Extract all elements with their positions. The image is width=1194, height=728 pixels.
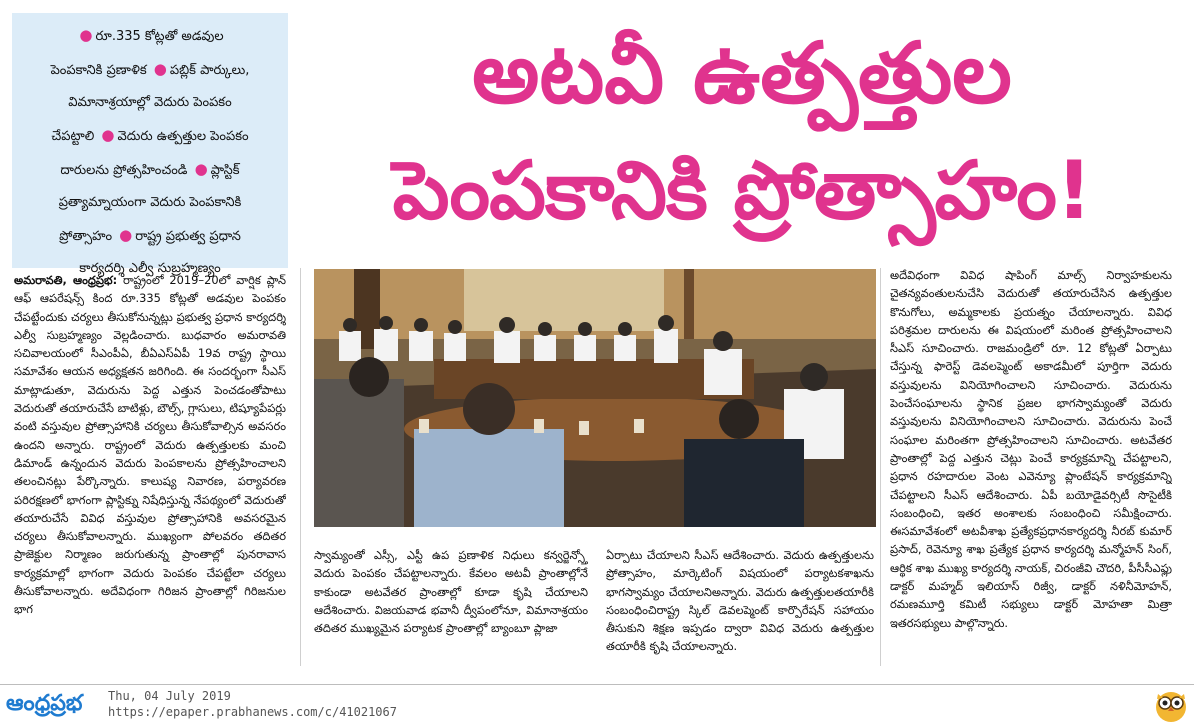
article-column-1 <box>14 271 286 667</box>
footer-meta <box>108 688 397 720</box>
owl-icon <box>1152 686 1190 724</box>
highlight-text: దారులను ప్రోత్సహించండి <box>60 163 188 178</box>
highlight-text: పెంపకానికి ప్రణాళిక <box>50 63 147 78</box>
article-text: రాష్ట్రంలో 2019–20లో వార్షిక ప్లాన్ ఆఫ్ ఆపరేషన్స్ కింద రూ.335 కోట్లతో అడవుల పెంపకం చేపట్టేందుకు చర్యలు తీసుకోనున్నట్లు ప్రభుత్వ ప్రధాన కార్యదర్శి ఎల్వీ సుబ్రహ్మణ్యం వెల్లడించారు. బుధవారం అమరావతి సచివాలయంలో సీఎంపీఏ, బీఏఎస్ఏపీ 19వ రాష్ట్ర స్థాయి సమావేశం ఆయన అధ్యక్షతన జరిగింది. ఈ సందర్భంగా సీఎస్ మాట్లాడుతూ, వెదురును పెద్ద ఎత్తున పెంచడంతోపాటు వెదురుతో తయారుచేసే బాటిళ్లు, బౌల్స్, గ్లాసులు, టిష్యూపేపర్లు వంటి వస్తువుల ప్రోత్సాహానికి చర్యలు తీసుకోవాల్సిన అవసరం ఉందని అన్నారు. రాష్ట్రంలో వెదురు ఉత్పత్తులకు మంచి డిమాండ్ ఉన్నందున వెదురు పెంపకాలను ప్రోత్సహించాలని తలంచినట్లు పేర్కొన్నారు. కాలుష్య నివారణ, పర్యావరణ పరిరక్షణలో భాగంగా ప్లాస్టిక్ను నిషేధిస్తున్న నేపథ్యంలో వెదురుతో తయారుచేసే వివిధ వస్తువుల ప్రోత్సాహానికి అవసరమైన చర్యలు తీసుకోవాలన్నారు. ముఖ్యంగా పోలవరం తదితర ప్రాజెక్టుల నిర్మాణం జరుగుతున్న ప్రాంతాల్లో పునరావాస కార్యక్రమాల్లో భాగంగా వెదురు పెంపకం చేపట్టేలా చర్యలు తీసుకోవాలన్నారు. అదేవిధంగా గిరిజన ప్రాంతాల్లో గిరిజనుల భాగ <box>14 273 286 617</box>
highlight-text: రూ.335 కోట్లతో అడవుల <box>95 29 224 44</box>
meeting-photo <box>314 269 876 527</box>
article-text: ఏర్పాటు చేయాలని సీఎస్ ఆదేశించారు. వెదురు ఉత్పత్తులను ప్రోత్సాహం, మార్కెటింగ్ విషయంలో పర్యాటకశాఖను భాగస్వామ్యం చేయాలనిఅన్నారు. వెదురు ఉత్పత్తులతయారీకి సంబంధించిరాష్ట్ర స్కిల్ డెవలప్మెంట్ కార్పొరేషన్ సహాయం తీసుకుని శిక్షణ ఇప్పడం ద్వారా వివిధ వెదురు ఉత్పత్తుల తయారీకి కృషి చేయాలన్నారు. <box>606 548 874 654</box>
article-column-4 <box>890 266 1172 666</box>
bullet-icon: ● <box>79 26 93 44</box>
headline-line-2: పెంపకానికి ప్రోత్సాహం! <box>392 144 1092 237</box>
highlight-text: ప్లాస్టిక్ <box>210 163 240 178</box>
article-text: స్వామ్యంతో ఎస్సీ, ఎస్టీ ఉప ప్రణాళిక నిధులు కన్వర్జెన్స్తో వెదురు పెంపకం చేపట్టాలన్నారు. కేవలం అటవీ ప్రాంతాల్లోనే కాకుండా అటవేతర ప్రాంతాల్లో కూడా కృషి చేయాలని ఆదేశించారు. విజయవాడ భవానీ ద్వీపంలోనూ, విమానాశ్రయం తదితర ముఖ్యమైన పర్యాటక ప్రాంతాల్లో బ్యాంబూ ప్లాజా <box>314 548 588 636</box>
highlight-text: రాష్ట్ర ప్రభుత్వ ప్రధాన <box>135 229 241 244</box>
highlights-box <box>12 13 288 276</box>
highlight-text: ప్రత్యామ్నాయంగా వెదురు పెంపకానికి <box>58 195 242 210</box>
issue-date: Thu, 04 July 2019 <box>108 689 231 703</box>
highlight-text: పబ్లిక్ పార్కులు, <box>169 63 250 78</box>
dateline: అమరావతి, ఆంధ్రప్రభ: <box>14 273 118 287</box>
column-divider <box>300 268 301 666</box>
article-text: అదేవిధంగా వివిధ షాపింగ్ మాల్స్ నిర్వాహకులను చైతన్యవంతులనుచేసి వెదురుతో తయారుచేసిన ఉత్పత్తుల కొనుగోలు, అమ్మకాలకు ప్రయత్నం చేయాలన్నారు. వివిధ పరిశ్రమల దారులను ఈ విషయంలో మరింత ప్రోత్సహించాలని సీఎస్ సూచించారు. రాజమండ్రిలో రూ. 12 కోట్లతో ఏర్పాటు చేస్తున్న ఫారెస్ట్ డెవలప్మెంట్ అకాడమీలో పూర్తిగా వెదురు వస్తువులను వినియోగించాలని సూచించారు. వెదురును పెంచేసంఘాలను స్థానిక ప్రజల భాగస్వామ్యంతో వెదురు వస్తువులను వినియోగించాలని సూచించారు. వెదురును పెంచే సంఘాల మరింతగా ప్రోత్సహించాలని సూచించారు. అటవేతర ప్రాంతాల్లో పెద్ద ఎత్తున చెట్లు పెంచే కార్యక్రమాన్ని చేపట్టాలని, ప్రధాన రహదారుల వెంట ఎవెన్యూ ప్లాంటేషన్ కార్యక్రమాన్ని చేపట్టాలని సీఎస్ ఆదేశించారు. ఏపీ బయోడైవర్సిటీ సొసైటీకి సంబంధించి, ఇతర అంశాలకు సంబంధించి సమీక్షించారు. ఈసమావేశంలో అటవీశాఖ ప్రత్యేకప్రధానకార్యదర్శి నీరబ్ కుమార్ ప్రసాద్, రెవెన్యూ శాఖ ప్రత్యేక ప్రధాన కార్యదర్శి మన్మోహన్ సింగ్, ఆర్థిక శాఖ ముఖ్య కార్యదర్శి నాయక్, చిరంజీవి చౌదరి, పీసీసీఎఫ్లు డాక్టర్ మహ్మద్ ఇలియాస్ రిజ్వీ, డాక్టర్ నళినీమోహన్, రమణమూర్తి కమిటీ సభ్యులు డాక్టర్ మోహతా మిత్రా ఇతరసభ్యులు పాల్గొన్నారు. <box>890 268 1172 630</box>
column-divider <box>880 268 881 666</box>
highlight-text: కార్యదర్శి ఎల్వీ సుబ్రహ్మణ్యం <box>79 261 221 276</box>
article-column-3 <box>606 546 874 666</box>
highlight-text: చేపట్టాలి <box>51 129 95 144</box>
highlight-text: ప్రోత్సాహం <box>59 229 113 244</box>
epaper-url[interactable]: https://epaper.prabhanews.com/c/41021067 <box>108 705 397 719</box>
newspaper-logo[interactable]: ఆంధ్రప్రభ <box>6 691 83 716</box>
headline-line-1: అటవీ ఉత్పత్తుల <box>472 24 1012 122</box>
meeting-photo-illustration <box>314 269 876 527</box>
article-column-2 <box>314 546 588 666</box>
footer-divider <box>0 684 1194 685</box>
bullet-icon: ● <box>119 226 133 244</box>
bullet-icon: ● <box>153 60 167 78</box>
bullet-icon: ● <box>101 126 115 144</box>
highlight-text: వెదురు ఉత్పత్తుల పెంపకం <box>117 129 249 144</box>
bullet-icon: ● <box>194 160 208 178</box>
headline <box>300 14 1184 266</box>
highlight-text: విమానాశ్రయాల్లో వెదురు పెంపకం <box>68 95 232 110</box>
